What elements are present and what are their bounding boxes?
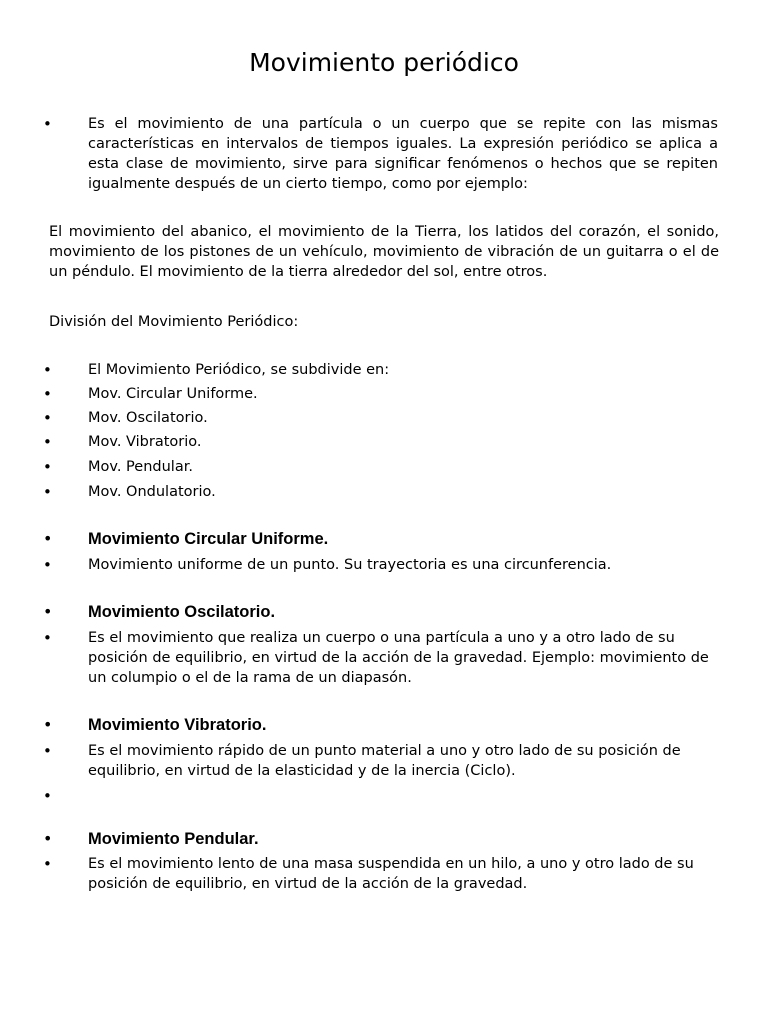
bullet-marker: •: [43, 602, 53, 621]
section-heading-circular: Movimiento Circular Uniforme.: [88, 530, 329, 548]
bullet-marker: •: [43, 855, 52, 873]
list-item: Mov. Oscilatorio.: [88, 410, 208, 426]
list-item: El Movimiento Periódico, se subdivide en:: [88, 362, 390, 378]
list-item: Mov. Vibratorio.: [88, 434, 202, 450]
bullet-marker: •: [43, 629, 52, 647]
bullet-marker: •: [43, 385, 52, 403]
bullet-marker: •: [43, 458, 52, 476]
intro-bullet-text: Es el movimiento de una partícula o un cuerpo que se repite con las mismas características en intervalos de tiempos iguales. La expresión periódico se aplica a esta clase de movimiento, sirve para significar fenómenos o hechos que se repiten igualmente después de un cierto tiempo, como por ejemplo:: [88, 116, 718, 192]
empty-bullet-marker: •: [43, 787, 52, 805]
section-heading-vibratorio: Movimiento Vibratorio.: [88, 716, 267, 734]
bullet-marker: •: [43, 361, 52, 379]
bullet-marker: •: [43, 483, 52, 501]
bullet-marker: •: [43, 556, 52, 574]
division-heading: División del Movimiento Periódico:: [49, 314, 299, 330]
bullet-marker: •: [43, 115, 52, 133]
bullet-marker: •: [43, 715, 53, 734]
bullet-marker: •: [43, 409, 52, 427]
section-text-oscilatorio: Es el movimiento que realiza un cuerpo o una partícula a uno y a otro lado de su posición de equilibrio, en virtud de la acción de la gravedad. Ejemplo: movimiento de un columpio o el de la rama de un diapasón.: [88, 630, 709, 686]
section-text-circular: Movimiento uniforme de un punto. Su trayectoria es una circunferencia.: [88, 557, 612, 573]
section-heading-oscilatorio: Movimiento Oscilatorio.: [88, 603, 276, 621]
section-heading-pendular: Movimiento Pendular.: [88, 830, 259, 848]
page-title: Movimiento periódico: [249, 48, 519, 77]
bullet-marker: •: [43, 829, 53, 848]
examples-paragraph: El movimiento del abanico, el movimiento de la Tierra, los latidos del corazón, el sonido, movimiento de los pistones de un vehículo, movimiento de vibración de un guitarra o el de un péndulo. El movimiento de la tierra alrededor del sol, entre otros.: [49, 224, 719, 280]
section-text-vibratorio: Es el movimiento rápido de un punto material a uno y otro lado de su posición de equilibrio, en virtud de la elasticidad y de la inercia (Ciclo).: [88, 743, 681, 779]
bullet-marker: •: [43, 742, 52, 760]
section-text-pendular: Es el movimiento lento de una masa suspendida en un hilo, a uno y otro lado de su posición de equilibrio, en virtud de la acción de la gravedad.: [88, 856, 694, 892]
list-item: Mov. Pendular.: [88, 459, 193, 475]
bullet-marker: •: [43, 529, 53, 548]
list-item: Mov. Circular Uniforme.: [88, 386, 258, 402]
list-item: Mov. Ondulatorio.: [88, 484, 216, 500]
bullet-marker: •: [43, 433, 52, 451]
